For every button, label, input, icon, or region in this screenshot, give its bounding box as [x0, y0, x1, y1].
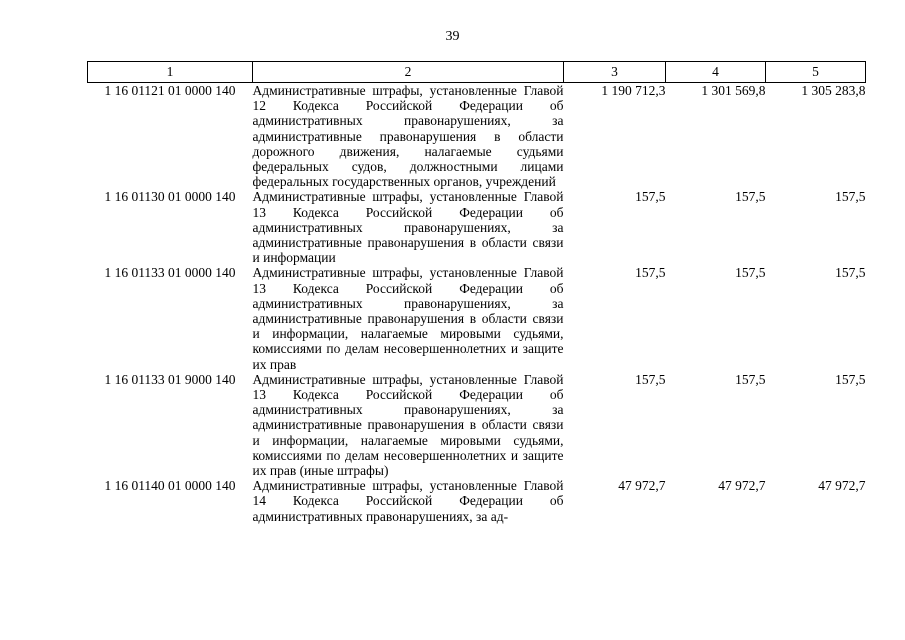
value-column-3-cell: 157,5	[635, 265, 666, 281]
header-column-2: 2	[253, 62, 564, 83]
description-cell: Административные штрафы, установленные Главой 13 Кодекса Российской Федерации об административных правонарушениях, за административные правонарушения в области связи и информации, налагаемые мировыми судьями, комиссиями по делам несовершеннолетних и защите их прав (иные штрафы)	[252, 371, 564, 479]
table-header-row	[88, 62, 866, 83]
value-column-4-cell: 157,5	[735, 265, 766, 281]
budget-code-cell: 1 16 01130 01 0000 140	[104, 189, 236, 205]
header-column-3: 3	[564, 62, 666, 83]
value-column-3-cell: 1 190 712,3	[601, 83, 666, 98]
value-column-3-cell: 47 972,7	[618, 478, 666, 494]
budget-table	[87, 61, 866, 524]
table-row	[88, 83, 866, 190]
budget-code-cell: 1 16 01133 01 9000 140	[104, 371, 236, 387]
table-row	[88, 265, 866, 371]
value-column-4-cell: 1 301 569,8	[701, 83, 766, 98]
value-column-3-cell: 157,5	[635, 371, 666, 387]
table-row	[88, 372, 866, 478]
value-column-5-cell: 157,5	[835, 189, 866, 205]
value-column-4-cell: 157,5	[735, 189, 766, 205]
value-column-5-cell: 47 972,7	[818, 478, 866, 494]
description-cell: Административные штрафы, установленные Главой 13 Кодекса Российской Федерации об административных правонарушениях, за административные правонарушения в области связи и информации, налагаемые мировыми судьями, комиссиями по делам несовершеннолетних и защите их прав	[252, 265, 564, 372]
value-column-4-cell: 157,5	[735, 371, 766, 387]
table-row	[88, 189, 866, 265]
table-row	[88, 478, 866, 524]
budget-code-cell: 1 16 01140 01 0000 140	[104, 478, 236, 494]
description-cell: Административные штрафы, установленные Главой 12 Кодекса Российской Федерации об административных правонарушениях, за административные правонарушения в области дорожного движения, налагаемые судьями федеральных судов, должностными лицами федеральных государственных органов, учреждений	[252, 83, 564, 190]
header-column-4: 4	[666, 62, 766, 83]
value-column-5-cell: 157,5	[835, 371, 866, 387]
value-column-5-cell: 157,5	[835, 265, 866, 281]
value-column-4-cell: 47 972,7	[718, 478, 766, 494]
description-cell: Административные штрафы, установленные Главой 13 Кодекса Российской Федерации об административных правонарушениях, за административные правонарушения в области связи и информации	[252, 189, 564, 266]
budget-code-cell: 1 16 01133 01 0000 140	[104, 265, 236, 281]
description-cell: Административные штрафы, установленные Главой 14 Кодекса Российской Федерации об административных правонарушениях, за ад-	[252, 478, 564, 524]
header-column-1: 1	[88, 62, 253, 83]
value-column-3-cell: 157,5	[635, 189, 666, 205]
page-number: 39	[445, 29, 460, 44]
header-column-5: 5	[766, 62, 866, 83]
budget-code-cell: 1 16 01121 01 0000 140	[104, 83, 236, 98]
value-column-5-cell: 1 305 283,8	[801, 83, 866, 98]
